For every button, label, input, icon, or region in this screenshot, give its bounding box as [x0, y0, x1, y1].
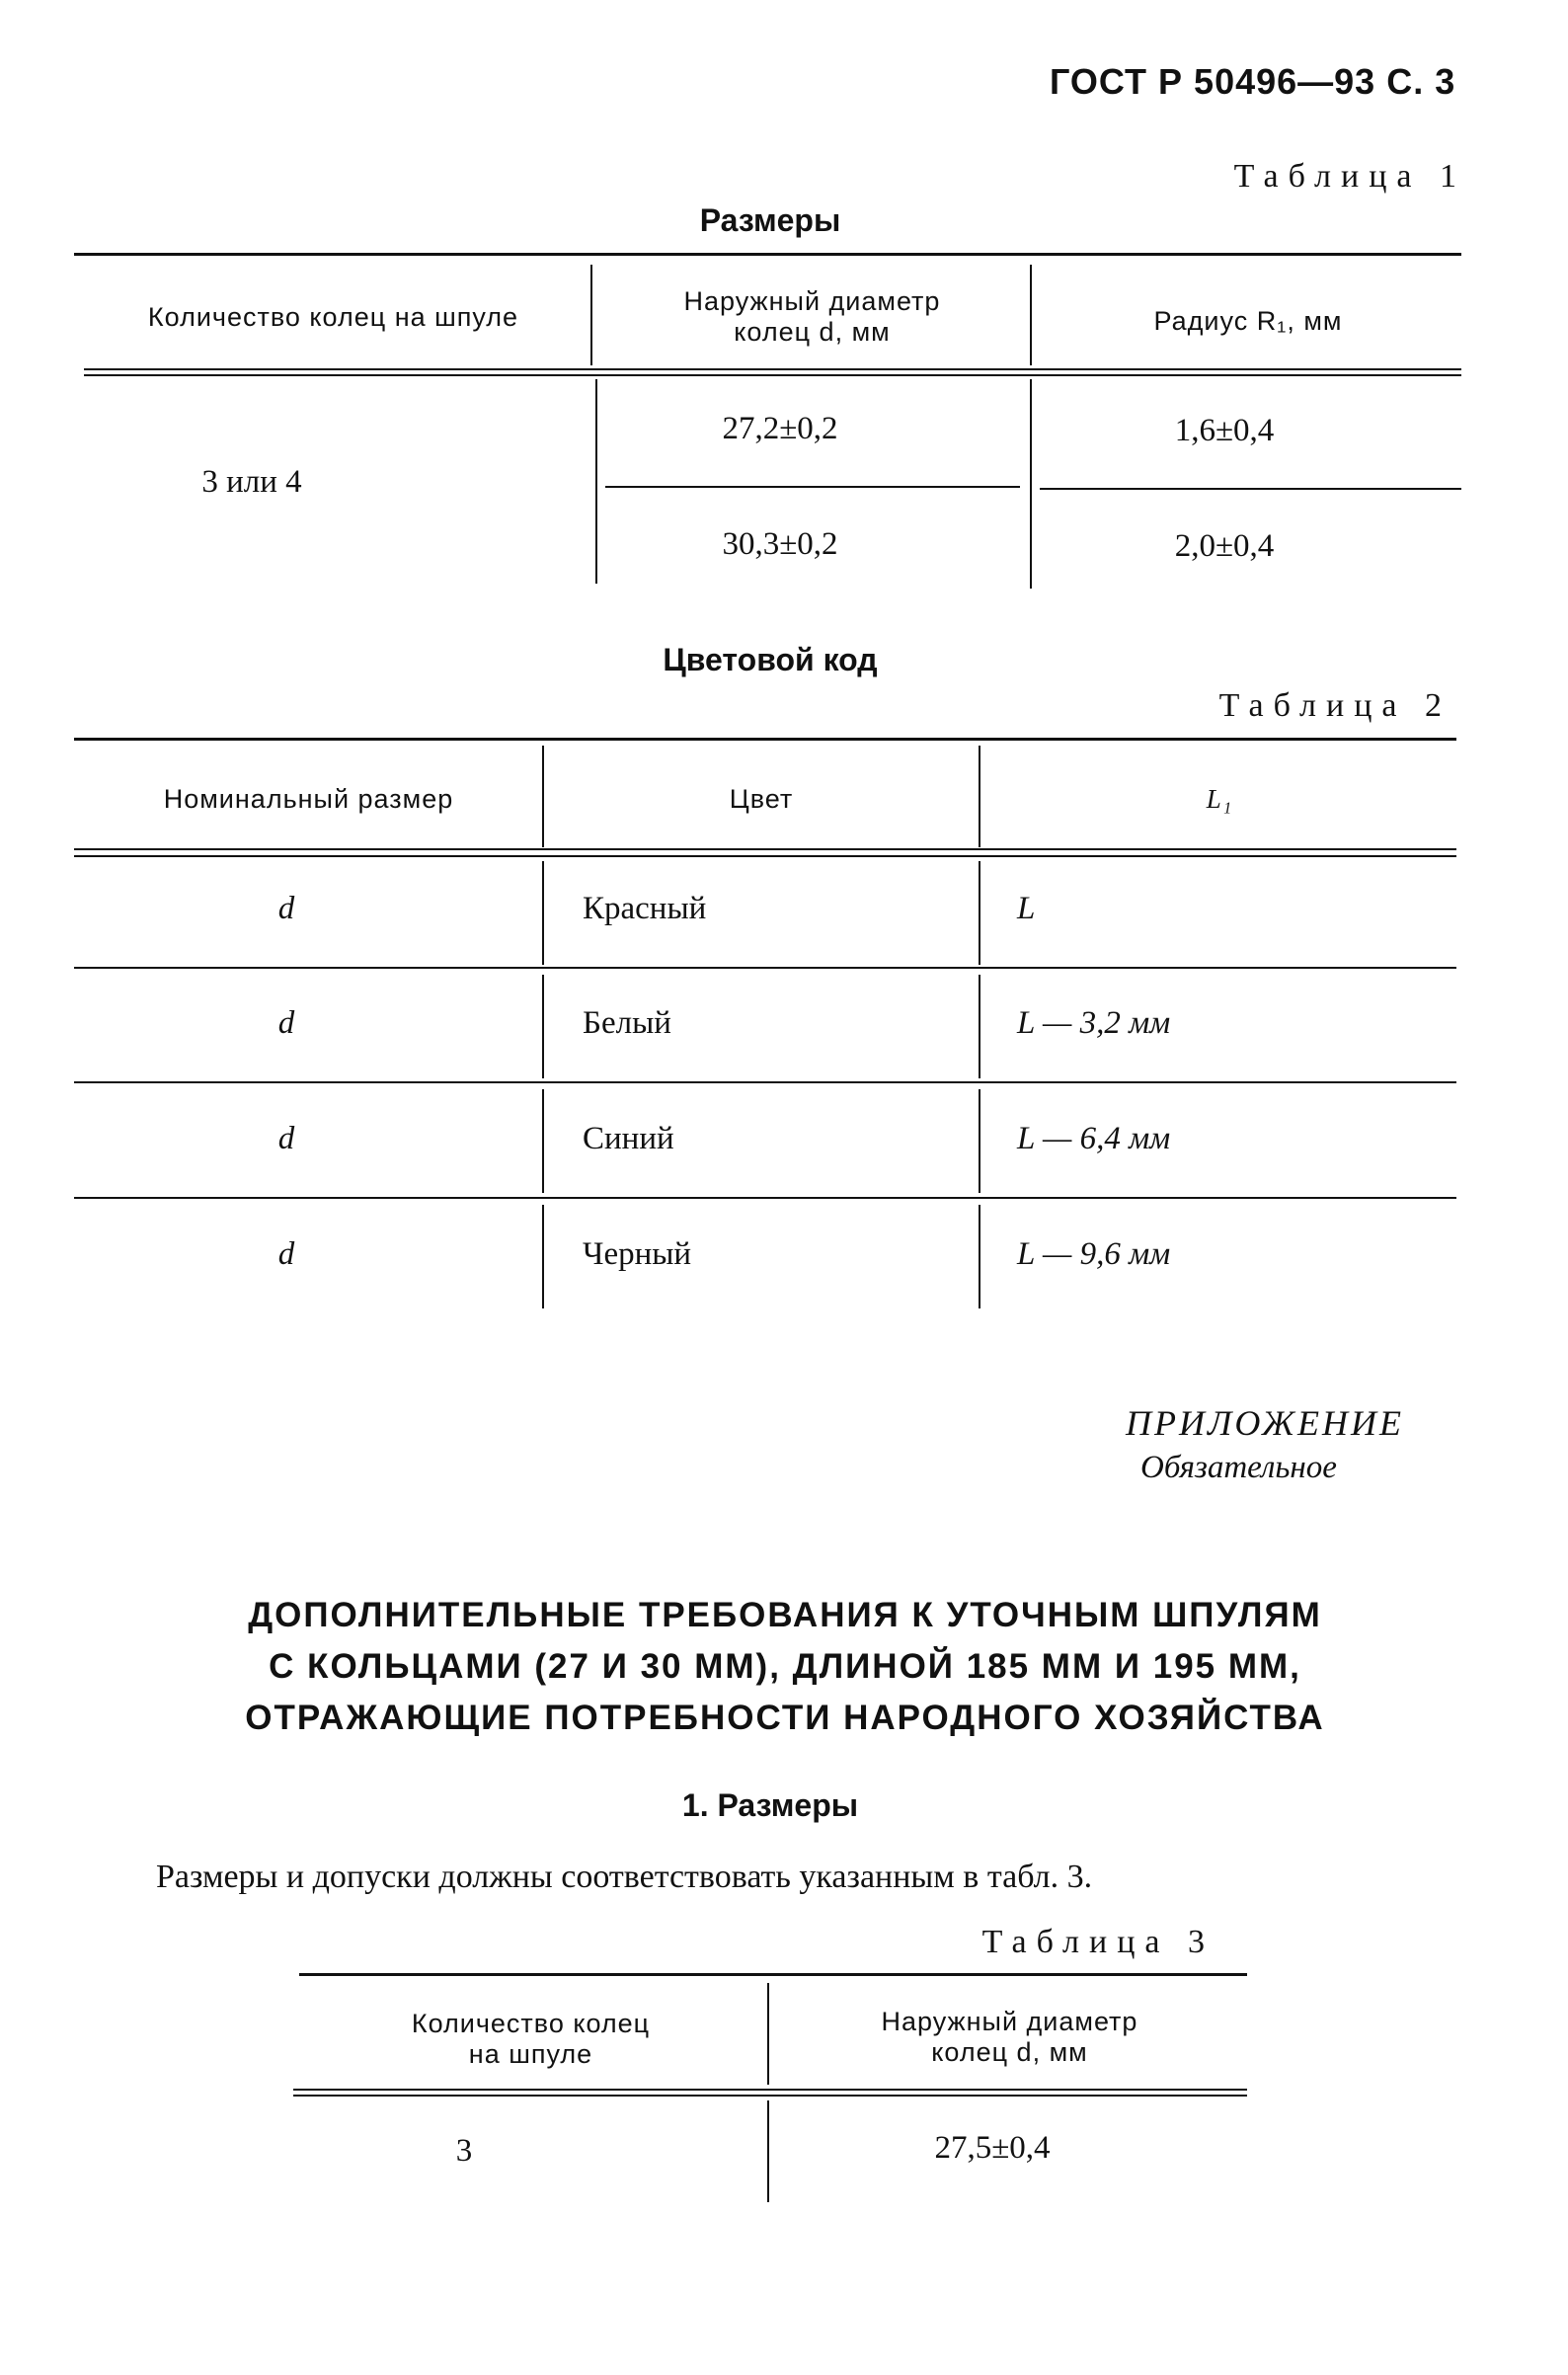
table2-header-l1: L₁ [1206, 784, 1233, 814]
table1-label: Таблица 1 [1233, 158, 1466, 195]
table1-header-count: Количество колец на шпуле [147, 302, 519, 332]
table3-label: Таблица 3 [981, 1924, 1215, 1960]
table1-row-rule [605, 486, 1020, 488]
table3-cell-diameter: 27,5±0,4 [934, 2130, 1051, 2166]
table3-header-count: Количество колец на шпуле [411, 2009, 651, 2069]
table2-cell-color: Синий [583, 1121, 674, 1156]
document-code: ГОСТ Р 50496—93 С. 3 [1050, 61, 1456, 102]
appendix-label: ПРИЛОЖЕНИЕ [1126, 1403, 1404, 1443]
table2-header-rule [74, 848, 1456, 850]
table2-cell-size: d [277, 1236, 295, 1272]
table2-row-rule [74, 967, 1456, 969]
section-text: Размеры и допуски должны соответствовать указанным в табл. 3. [156, 1859, 1093, 1895]
table1-top-rule [74, 253, 1461, 256]
table1-header-radius: Радиус R₁, мм [1153, 306, 1343, 336]
table2-row-rule [74, 1081, 1456, 1083]
table2-header-size: Номинальный размер [163, 784, 454, 814]
table1-cell-diameter: 27,2±0,2 [722, 411, 838, 446]
appendix-status: Обязательное [1140, 1450, 1337, 1485]
table2-divider [979, 746, 980, 847]
table2-cell-l1: L — 3,2 мм [1017, 1005, 1171, 1041]
table3-top-rule [299, 1973, 1247, 1976]
table3-divider [767, 1983, 769, 2085]
table3-header-rule [293, 2095, 1247, 2097]
table2-cell-size: d [277, 1121, 295, 1156]
table1-divider [1030, 379, 1032, 589]
heading-line: ОТРАЖАЮЩИЕ ПОТРЕБНОСТИ НАРОДНОГО ХОЗЯЙСТВА [245, 1699, 1325, 1737]
table3-cell-count: 3 [455, 2133, 473, 2169]
table3-header-rule [293, 2089, 1247, 2091]
section-title: 1. Размеры [681, 1787, 859, 1823]
table1-cell-radius: 1,6±0,4 [1174, 413, 1275, 448]
table2-header-color: Цвет [729, 784, 794, 814]
table3-divider [767, 2100, 769, 2202]
table1-cell-count: 3 или 4 [201, 464, 302, 500]
table1-cell-radius: 2,0±0,4 [1174, 528, 1275, 564]
table2-cell-color: Красный [583, 891, 707, 926]
table2-cell-l1: L — 6,4 мм [1017, 1121, 1171, 1156]
table2-cell-size: d [277, 891, 295, 926]
table2-cell-l1: L [1017, 891, 1036, 926]
table1-divider [590, 265, 592, 365]
table1-divider [1030, 265, 1032, 365]
heading-line: ДОПОЛНИТЕЛЬНЫЕ ТРЕБОВАНИЯ К УТОЧНЫМ ШПУЛЯМ [248, 1596, 1322, 1634]
table2-cell-size: d [277, 1005, 295, 1041]
table1-cell-diameter: 30,3±0,2 [722, 526, 838, 562]
table2-divider [979, 975, 980, 1078]
table2-divider [542, 1205, 544, 1308]
table2-divider [542, 746, 544, 847]
table1-row-rule [1040, 488, 1461, 490]
table2-divider [542, 1089, 544, 1193]
table3-header-diameter: Наружный диаметр колец d, мм [881, 2007, 1138, 2067]
table2-cell-color: Белый [583, 1005, 671, 1041]
table1-header-rule [84, 374, 1461, 376]
table2-divider [979, 1089, 980, 1193]
table1-header-rule [84, 368, 1461, 370]
table2-top-rule [74, 738, 1456, 741]
table2-title: Цветовой код [663, 642, 878, 677]
table2-divider [542, 975, 544, 1078]
heading-line: С КОЛЬЦАМИ (27 И 30 ММ), ДЛИНОЙ 185 ММ И 195 ММ, [269, 1647, 1301, 1686]
table2-divider [979, 861, 980, 965]
table1-header-diameter: Наружный диаметр колец d, мм [683, 286, 941, 347]
table2-label: Таблица 2 [1218, 687, 1451, 724]
table2-cell-l1: L — 9,6 мм [1017, 1236, 1171, 1272]
table1-divider [595, 379, 597, 584]
table2-row-rule [74, 1197, 1456, 1199]
table1-title: Размеры [699, 202, 841, 238]
table2-header-rule [74, 855, 1456, 857]
table2-divider [979, 1205, 980, 1308]
table2-cell-color: Черный [583, 1236, 692, 1272]
table2-divider [542, 861, 544, 965]
